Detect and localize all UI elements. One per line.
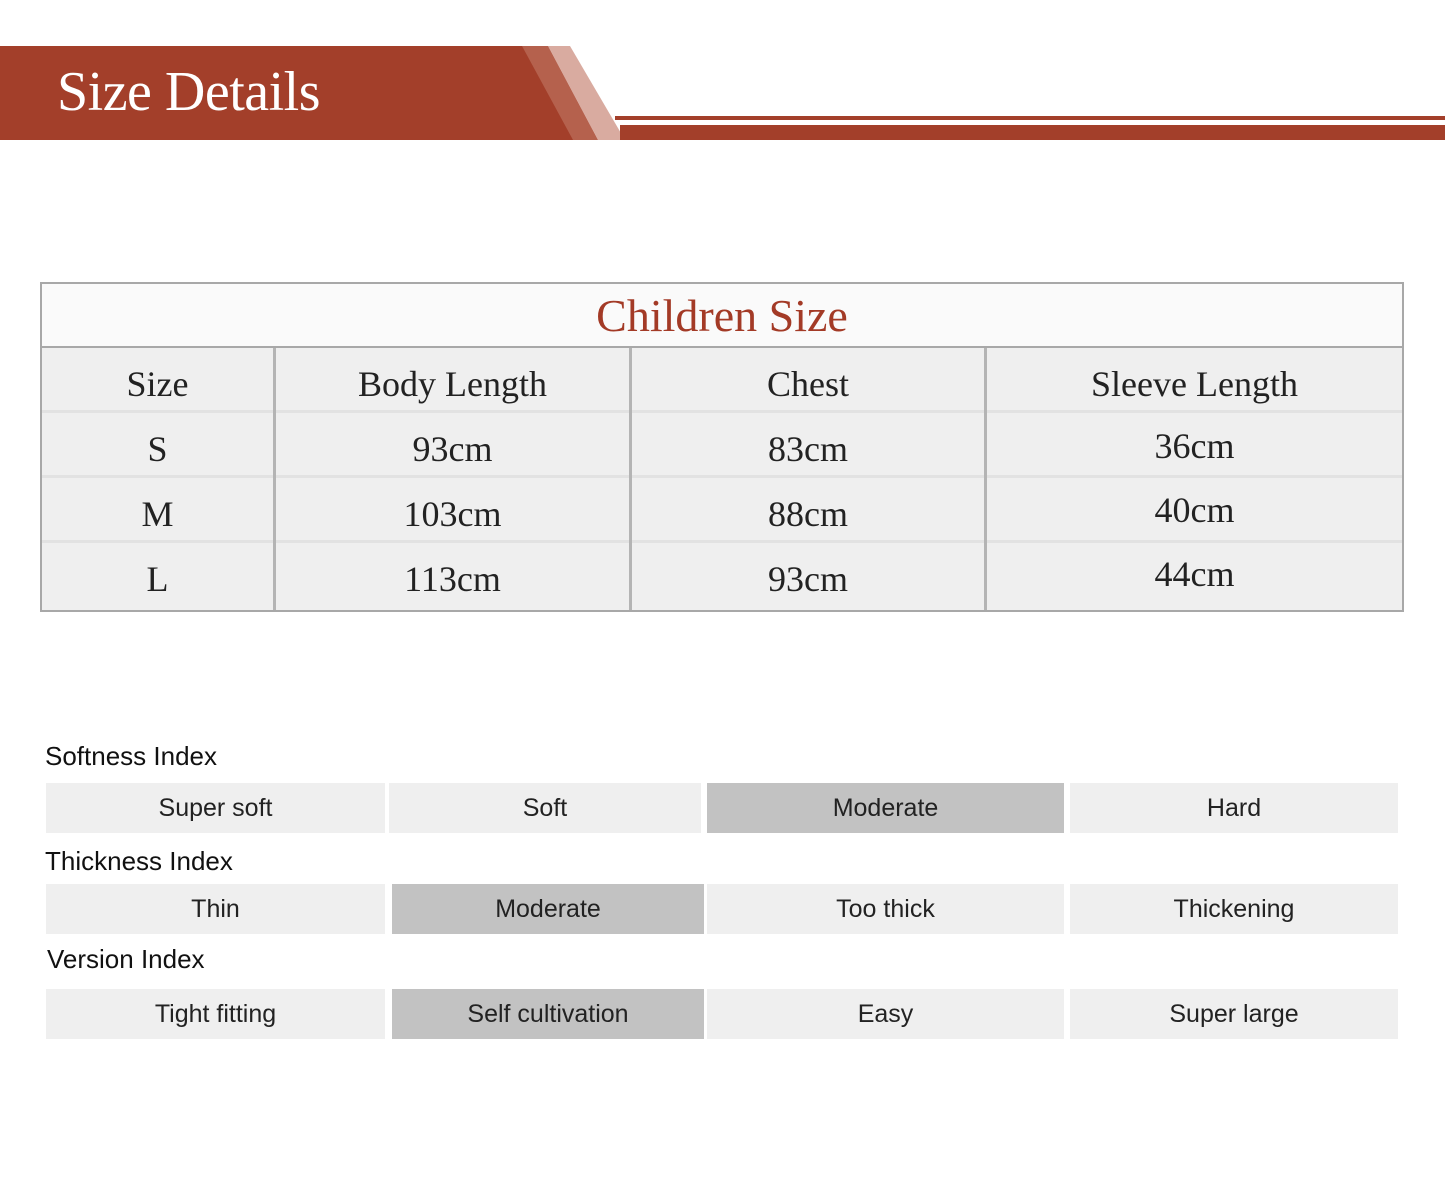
table-cell: 36cm <box>987 413 1402 478</box>
thickness-option: Thickening <box>1070 884 1398 934</box>
column-sleeve-length <box>987 348 1402 610</box>
table-cell: 40cm <box>987 478 1402 543</box>
softness-option: Super soft <box>46 783 385 833</box>
column-header: Sleeve Length <box>987 348 1402 413</box>
thickness-option-selected: Moderate <box>392 884 704 934</box>
table-cell: 88cm <box>632 478 984 543</box>
thickness-index-label: Thickness Index <box>45 846 233 876</box>
table-cell: 44cm <box>1154 554 1235 594</box>
table-cell: 93cm <box>276 413 629 478</box>
version-option-selected: Self cultivation <box>392 989 704 1039</box>
size-table <box>40 282 1404 612</box>
softness-option-selected: Moderate <box>707 783 1064 833</box>
table-cell: M <box>42 478 273 543</box>
softness-option: Soft <box>389 783 701 833</box>
thickness-option: Too thick <box>707 884 1064 934</box>
page-title: Size Details <box>57 61 321 123</box>
version-option: Super large <box>1070 989 1398 1039</box>
table-cell: 83cm <box>632 413 984 478</box>
thickness-option: Thin <box>46 884 385 934</box>
table-cell: 103cm <box>276 478 629 543</box>
softness-option: Hard <box>1070 783 1398 833</box>
column-header: Size <box>42 348 273 413</box>
softness-index-label: Softness Index <box>45 741 217 771</box>
column-header: Body Length <box>276 348 629 413</box>
version-option: Easy <box>707 989 1064 1039</box>
column-body-length <box>276 348 632 610</box>
column-chest <box>632 348 987 610</box>
table-cell: 113cm <box>404 559 501 599</box>
header-banner <box>0 0 1445 150</box>
table-cell: S <box>42 413 273 478</box>
version-option: Tight fitting <box>46 989 385 1039</box>
table-title: Children Size <box>42 284 1402 348</box>
version-index-label: Version Index <box>47 944 205 974</box>
table-cell: L <box>146 559 169 599</box>
table-cell: 93cm <box>768 559 848 599</box>
column-size <box>42 348 276 610</box>
column-header: Chest <box>632 348 984 413</box>
